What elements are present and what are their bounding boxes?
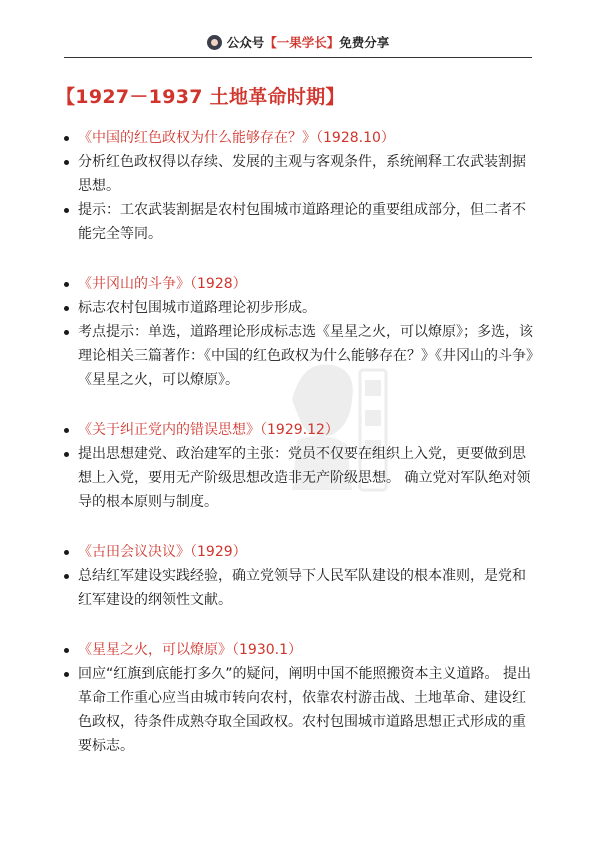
work-point: 标志农村包围城市道路理论初步形成。 [58, 296, 538, 320]
header-brand: 【一果学长】 [264, 35, 340, 50]
work-point: 提示：工农武装割据是农村包围城市道路理论的重要组成部分，但二者不能完全等同。 [58, 198, 538, 246]
work-point: 总结红军建设实践经验，确立党领导下人民军队建设的根本准则，是党和红军建设的纲领性文献。 [58, 564, 538, 612]
work-point: 提出思想建党、政治建军的主张：党员不仅要在组织上入党，更要做到思想上入党，要用无产阶级思想改造非无产阶级思想。 确立党对军队绝对领导的根本原则与制度。 [58, 442, 538, 514]
work-block [58, 126, 538, 246]
work-point: 考点提示：单选，道路理论形成标志选《星星之火，可以燎原》；多选，该理论相关三篇著作：《中国的红色政权为什么能够存在？》《井冈山的斗争》《星星之火，可以燎原》。 [58, 320, 538, 392]
work-block [58, 272, 538, 392]
header-banner [0, 33, 596, 51]
avatar-icon [207, 35, 222, 50]
main-content [58, 84, 538, 784]
work-title: 《关于纠正党内的错误思想》（1929.12） [58, 418, 538, 442]
work-point: 回应“红旗到底能打多久”的疑问，阐明中国不能照搬资本主义道路。 提出革命工作重心应当由城市转向农村，依靠农村游击战、土地革命、建设红色政权，待条件成熟夺取全国政权。农村包围城市道路思想正式形成的重要标志。 [58, 662, 538, 758]
work-block [58, 540, 538, 612]
work-title: 《中国的红色政权为什么能够存在？》（1928.10） [58, 126, 538, 150]
work-title: 《井冈山的斗争》（1928） [58, 272, 538, 296]
work-block [58, 638, 538, 758]
page-header [0, 0, 596, 58]
work-point: 分析红色政权得以存续、发展的主观与客观条件，系统阐释工农武装割据思想。 [58, 150, 538, 198]
work-title: 《星星之火，可以燎原》（1930.1） [58, 638, 538, 662]
header-divider [64, 57, 532, 58]
section-title: 【1927－1937 土地革命时期】 [56, 86, 345, 108]
header-prefix: 公众号 [226, 35, 265, 50]
header-suffix: 免费分享 [339, 35, 390, 50]
work-title: 《古田会议决议》（1929） [58, 540, 538, 564]
work-block [58, 418, 538, 514]
